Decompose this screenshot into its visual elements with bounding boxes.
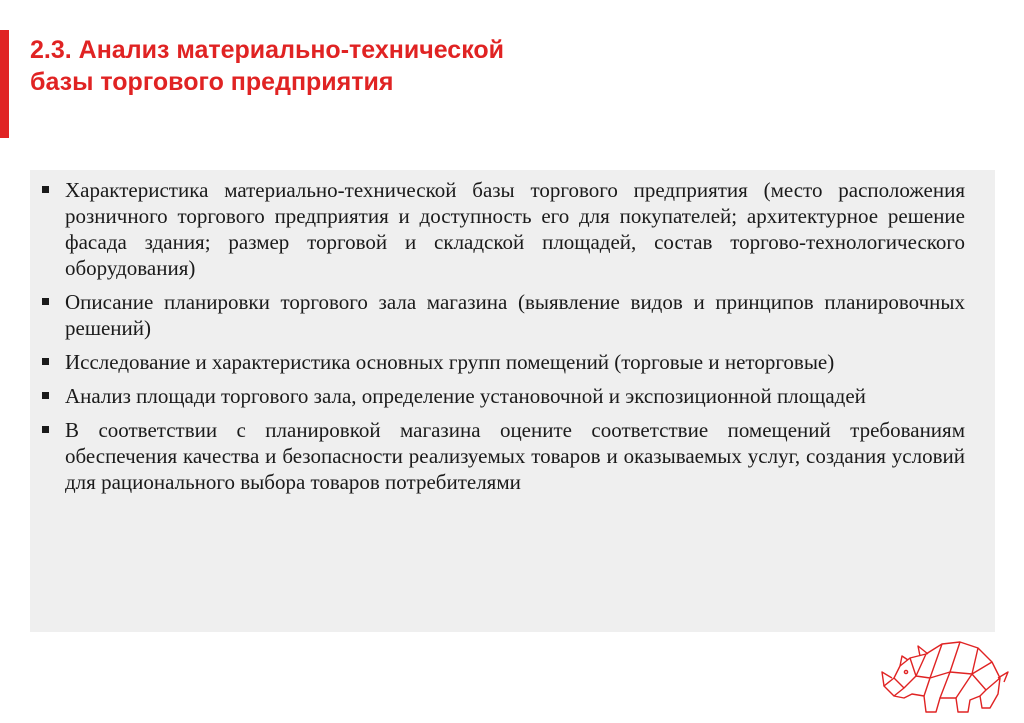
- list-item-text: Характеристика материально-технической базы торгового предприятия (место расположения розничного торгового предприятия и доступность его для покупателей; архитектурное решение фасада здания; размер торговой и складской площадей, состав торгово-технологического оборудования): [65, 178, 965, 280]
- bullet-list: [40, 177, 965, 503]
- square-bullet-icon: [42, 358, 49, 365]
- slide-title: [30, 34, 730, 98]
- square-bullet-icon: [42, 392, 49, 399]
- list-item: [40, 383, 965, 409]
- list-item-text: Анализ площади торгового зала, определение установочной и экспозиционной площадей: [65, 384, 866, 408]
- list-item-text: Исследование и характеристика основных групп помещений (торговые и неторговые): [65, 350, 835, 374]
- slide-title-line-1: 2.3. Анализ материально-технической: [30, 36, 505, 64]
- list-item-text: В соответствии с планировкой магазина оцените соответствие помещений требованиям обеспечения качества и безопасности реализуемых товаров и оказываемых услуг, создания условий для рационального выбора товаров потребителями: [65, 418, 965, 494]
- title-accent-bar: [0, 30, 9, 138]
- square-bullet-icon: [42, 298, 49, 305]
- list-item-text: Описание планировки торгового зала магазина (выявление видов и принципов планировочных решений): [65, 290, 965, 340]
- square-bullet-icon: [42, 426, 49, 433]
- list-item: [40, 289, 965, 341]
- slide-title-line-2: базы торгового предприятия: [30, 68, 394, 96]
- rhino-logo-icon: [880, 628, 1012, 716]
- list-item: [40, 177, 965, 281]
- square-bullet-icon: [42, 186, 49, 193]
- list-item: [40, 417, 965, 495]
- list-item: [40, 349, 965, 375]
